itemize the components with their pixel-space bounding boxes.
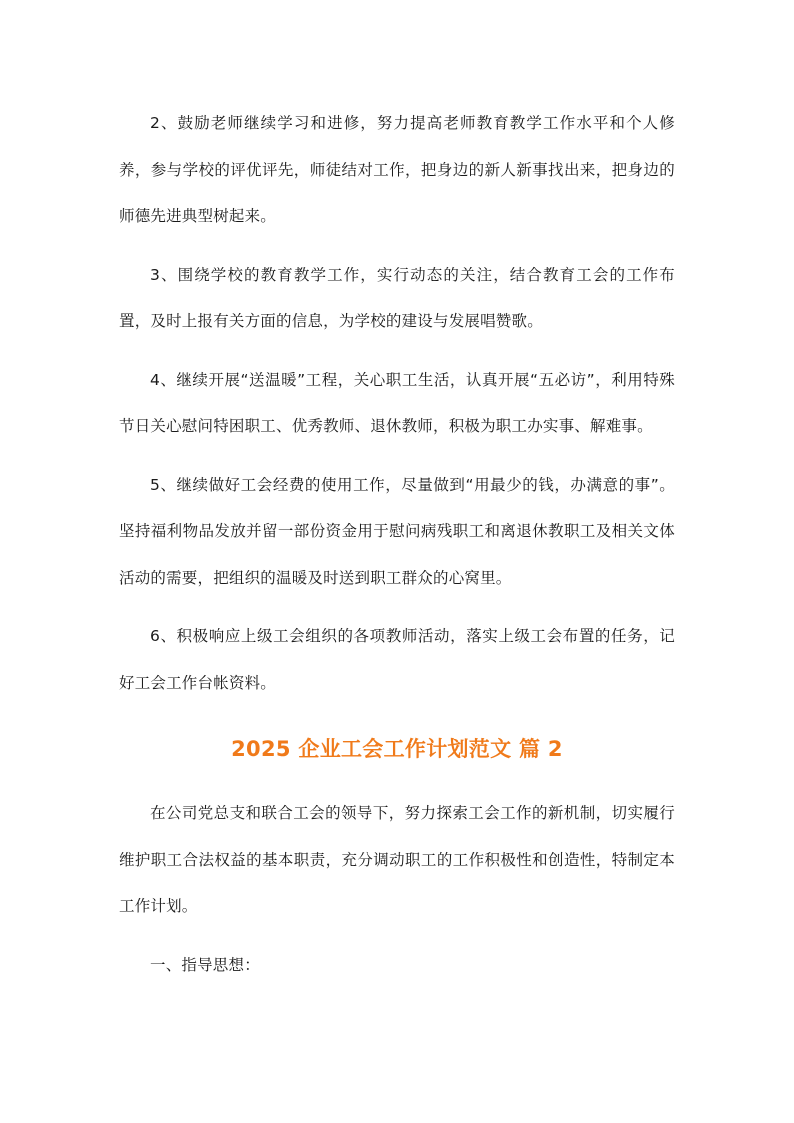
subsection-heading: 一、指导思想： xyxy=(150,955,260,974)
paragraph-item-5: 5、继续做好工会经费的使用工作，尽量做到“用最少的钱，办满意的事”。坚持福利物品发放并留一部份资金用于慰问病残职工和离退休教职工及相关文体活动的需要，把组织的温暖及时送到职工群众的心窝里。 xyxy=(119,475,675,587)
paragraph-item-3: 3、围绕学校的教育教学工作，实行动态的关注，结合教育工会的工作布置，及时上报有关方面的信息，为学校的建设与发展唱赞歌。 xyxy=(119,265,675,330)
document-body xyxy=(119,100,675,1000)
paragraph-item-4: 4、继续开展“送温暖”工程，关心职工生活，认真开展“五必访”，利用特殊节日关心慰问特困职工、优秀教师、退休教师，积极为职工办实事、解难事。 xyxy=(119,370,675,435)
section-title: 2025 企业工会工作计划范文 篇 2 xyxy=(231,737,563,761)
paragraph-item-6: 6、积极响应上级工会组织的各项教师活动，落实上级工会布置的任务，记好工会工作台帐资料。 xyxy=(119,627,675,692)
paragraph-item-2: 2、鼓励老师继续学习和进修，努力提高老师教育教学工作水平和个人修养，参与学校的评优评先，师徒结对工作，把身边的新人新事找出来，把身边的师德先进典型树起来。 xyxy=(119,114,675,225)
intro-paragraph: 在公司党总支和联合工会的领导下，努力探索工会工作的新机制，切实履行维护职工合法权益的基本职责，充分调动职工的工作积极性和创造性，特制定本工作计划。 xyxy=(119,804,675,915)
